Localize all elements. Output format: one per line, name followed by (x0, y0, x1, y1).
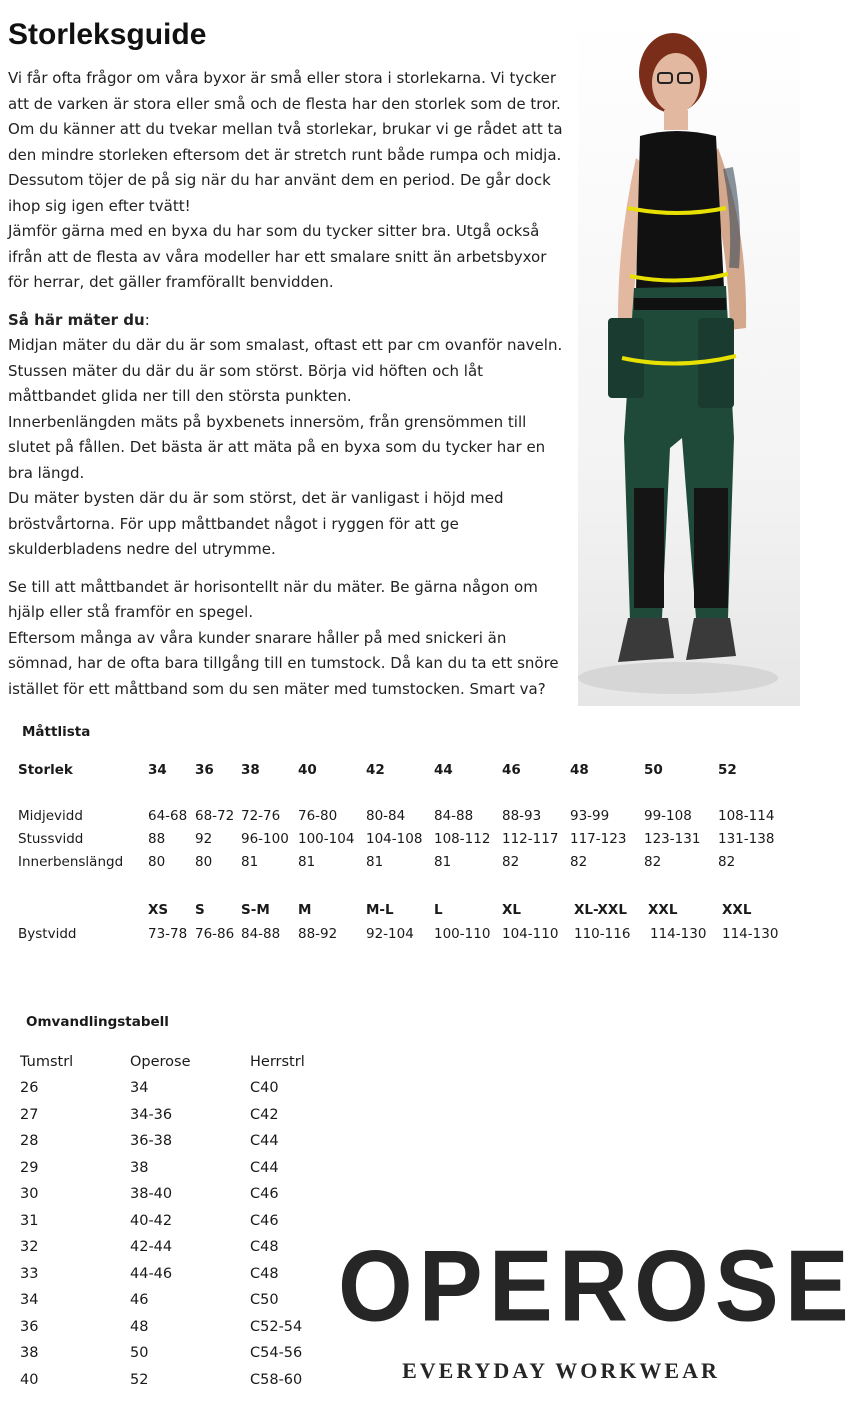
measure-cell: 88-93 (502, 808, 542, 824)
conversion-header-cell: Tumstrl (20, 1054, 74, 1070)
bust-cell: 114-130 (722, 926, 779, 942)
measure-cell: 64-68 (148, 808, 188, 824)
intro-paragraph-1: Vi får ofta frågor om våra byxor är små eller stora i storlekarna. Vi tycker att de varken är stora eller små och de flesta har den storlek som de tror. Om du känner att du tvekar mellan två storlekar, brukar vi ge rådet att ta den mindre storleken eftersom det är stretch runt både rumpa och midja. Dessutom töjer de på sig när du har använt dem en period. De går dock ihop sig igen efter tvätt! (8, 69, 563, 215)
conversion-cell: 48 (130, 1318, 149, 1335)
letter-size-cell: S (195, 902, 205, 918)
conversion-cell: C58-60 (250, 1371, 303, 1388)
conversion-cell: 34 (20, 1292, 39, 1308)
bust-cell: 100-110 (434, 926, 491, 942)
conversion-cell: 34 (130, 1080, 149, 1096)
measure-row-label: Midjevidd (18, 808, 83, 824)
conversion-header-cell: Herrstrl (250, 1054, 305, 1070)
measure-cell: 68-72 (195, 808, 235, 824)
conversion-cell: 38 (130, 1159, 149, 1176)
tip-string: Eftersom många av våra kunder snarare håller på med snickeri än sömnad, har de ofta bara tillgång till en tumstock. Då kan du ta ett snöre istället för ett måttband som du sen mäter med tumstocken. Smart va? (8, 628, 559, 698)
bust-cell: 92-104 (366, 926, 414, 942)
size-header-cell: 52 (718, 762, 737, 778)
howto-heading (8, 308, 568, 334)
model-figure (578, 18, 800, 706)
mattlista-heading: Måttlista (22, 724, 91, 740)
bust-cell: 76-86 (195, 926, 235, 942)
bust-cell: 73-78 (148, 926, 188, 942)
howto-bust: Du mäter bysten där du är som störst, det är vanligast i höjd med bröstvårtorna. För upp måttbandet något i ryggen för att ge skulderbladens nedre del utrymme. (8, 489, 504, 558)
measure-cell: 108-112 (434, 831, 491, 847)
measure-row-label: Innerbenslängd (18, 854, 124, 870)
measure-cell: 104-108 (366, 831, 423, 847)
howto-hips: Stussen mäter du där du är som störst. Börja vid höften och låt måttbandet glida ner till den största punkten. (8, 361, 484, 405)
measure-cell: 82 (570, 854, 588, 870)
howto-heading-text: Så här mäter du (8, 310, 145, 329)
conversion-cell: 31 (20, 1212, 39, 1229)
bust-cell: 88-92 (298, 926, 338, 942)
conversion-cell: C48 (250, 1265, 279, 1282)
conversion-cell: 38 (20, 1345, 39, 1361)
letter-size-cell: XS (148, 902, 169, 918)
conversion-cell: C46 (250, 1212, 279, 1229)
howto-inseam: Innerbenlängden mäts på byxbenets innersöm, från grensömmen till slutet på fållen. Det bästa är att mäta på en byxa som du tycker har en bra längd. (8, 412, 546, 482)
conversion-cell: 36-38 (130, 1133, 173, 1149)
measure-cell: 112-117 (502, 831, 559, 847)
measure-cell: 80 (148, 854, 166, 870)
measure-cell: 80 (195, 854, 213, 870)
conversion-cell: C42 (250, 1106, 279, 1123)
operose-logo (338, 1230, 855, 1392)
size-header-cell: 48 (570, 762, 589, 778)
howto-heading-colon: : (144, 310, 150, 329)
conversion-cell: 27 (20, 1106, 39, 1123)
bust-cell: 110-116 (574, 926, 631, 942)
measure-cell: 84-88 (434, 808, 474, 824)
size-header-cell: 46 (502, 762, 521, 778)
conversion-cell: C44 (250, 1159, 279, 1176)
measure-cell: 93-99 (570, 808, 610, 824)
conversion-cell: 40 (20, 1371, 39, 1388)
measure-cell: 117-123 (570, 831, 627, 847)
logo-tagline: EVERYDAY WORKWEAR (402, 1358, 720, 1383)
conversion-cell: 40-42 (130, 1212, 173, 1229)
letter-size-cell: M-L (366, 902, 394, 918)
measure-cell: 82 (644, 854, 662, 870)
measure-cell: 82 (502, 854, 520, 870)
letter-size-cell: XXL (648, 902, 678, 918)
conversion-cell: 42-44 (130, 1239, 173, 1255)
conversion-header-cell: Operose (130, 1054, 191, 1070)
tip-horizontal: Se till att måttbandet är horisontellt när du mäter. Be gärna någon om hjälp eller stå framför en spegel. (8, 577, 538, 621)
size-header-cell: 44 (434, 762, 453, 778)
intro-paragraph-2: Jämför gärna med en byxa du har som du tycker sitter bra. Utgå också ifrån att de flesta av våra modeller har ett smalare snitt än arbetsbyxor för herrar, det gäller framförallt benvidden. (8, 222, 547, 291)
bust-cell: 104-110 (502, 926, 559, 942)
conversion-cell: C54-56 (250, 1345, 303, 1361)
omvandling-heading: Omvandlingstabell (26, 1014, 169, 1030)
page-title: Storleksguide (8, 18, 207, 51)
conversion-cell: 32 (20, 1239, 39, 1255)
letter-size-cell: S-M (241, 902, 270, 918)
intro-text (8, 66, 568, 702)
bust-cell: 114-130 (650, 926, 707, 942)
measure-cell: 82 (718, 854, 736, 870)
measure-cell: 81 (434, 854, 452, 870)
conversion-cell: 26 (20, 1080, 39, 1096)
measure-cell: 88 (148, 831, 166, 847)
letter-size-cell: L (434, 902, 443, 918)
measure-cell: 123-131 (644, 831, 701, 847)
model-photo (578, 18, 800, 706)
conversion-cell: 38-40 (130, 1186, 173, 1202)
letter-size-cell: M (298, 902, 312, 918)
measure-cell: 81 (366, 854, 384, 870)
letter-size-cell: XL-XXL (574, 902, 627, 918)
size-header-cell: 36 (195, 762, 214, 778)
bust-cell: 84-88 (241, 926, 281, 942)
conversion-cell: 44-46 (130, 1265, 173, 1282)
conversion-cell: 52 (130, 1371, 149, 1388)
conversion-cell: 46 (130, 1292, 149, 1308)
conversion-cell: C48 (250, 1239, 279, 1255)
size-header-cell: 42 (366, 762, 385, 778)
conversion-cell: C40 (250, 1080, 279, 1096)
measure-row-label: Stussvidd (18, 831, 84, 847)
conversion-cell: C44 (250, 1133, 279, 1149)
measure-cell: 131-138 (718, 831, 775, 847)
howto-waist: Midjan mäter du där du är som smalast, oftast ett par cm ovanför naveln. (8, 336, 563, 354)
size-header-cell: 34 (148, 762, 167, 778)
measure-cell: 96-100 (241, 831, 289, 847)
measure-cell: 92 (195, 831, 213, 847)
conversion-cell: 28 (20, 1133, 39, 1149)
measure-cell: 108-114 (718, 808, 775, 824)
conversion-cell: C50 (250, 1292, 279, 1308)
conversion-cell: C52-54 (250, 1318, 303, 1335)
measure-cell: 99-108 (644, 808, 692, 824)
conversion-cell: 36 (20, 1318, 39, 1335)
letter-size-cell: XL (502, 902, 522, 918)
conversion-cell: 30 (20, 1186, 39, 1202)
measure-cell: 80-84 (366, 808, 406, 824)
size-row-label: Storlek (18, 762, 73, 778)
measure-cell: 81 (241, 854, 259, 870)
measure-cell: 100-104 (298, 831, 355, 847)
conversion-cell: 33 (20, 1265, 39, 1282)
measure-cell: 76-80 (298, 808, 338, 824)
measure-cell: 81 (298, 854, 316, 870)
logo-wordmark: OPEROSE (338, 1230, 855, 1343)
size-header-cell: 40 (298, 762, 317, 778)
size-header-cell: 38 (241, 762, 260, 778)
measure-cell: 72-76 (241, 808, 281, 824)
bust-row-label: Bystvidd (18, 926, 77, 942)
letter-size-cell: XXL (722, 902, 752, 918)
conversion-cell: 50 (130, 1345, 149, 1361)
conversion-cell: 29 (20, 1159, 39, 1176)
conversion-cell: 34-36 (130, 1106, 173, 1123)
size-header-cell: 50 (644, 762, 663, 778)
conversion-cell: C46 (250, 1186, 279, 1202)
